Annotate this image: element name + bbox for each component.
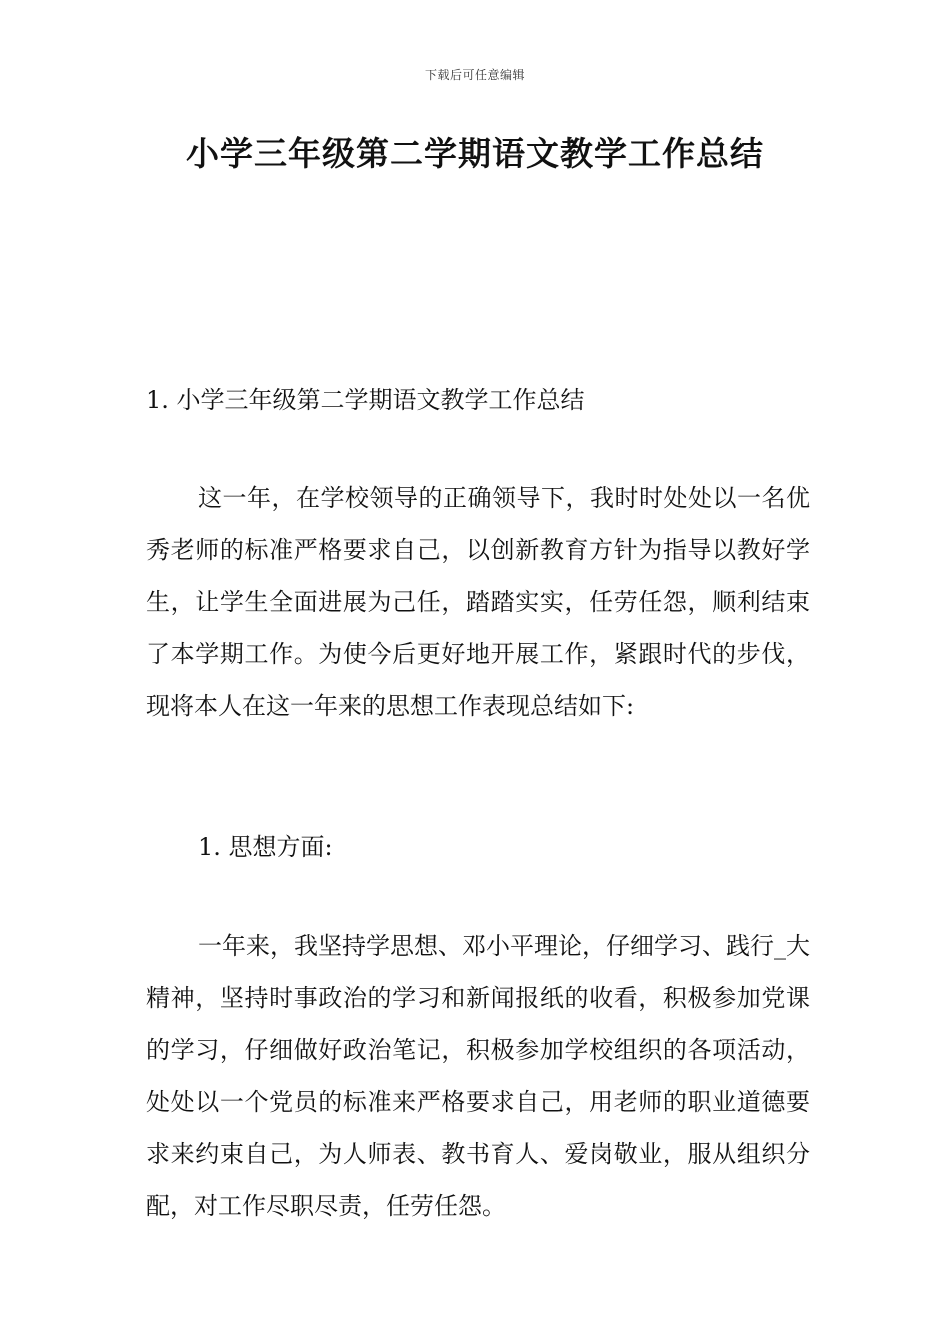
paragraph-thought: 一年来，我坚持学思想、邓小平理论，仔细学习、践行_大精神，坚持时事政治的学习和新闻报纸的收看，积极参加党课的学习，仔细做好政治笔记，积极参加学校组织的各项活动，处处以一个党员的标准来严格要求自己，用老师的职业道德要求来约束自己，为人师表、教书育人、爱岗敬业，服从组织分配，对工作尽职尽责，任劳任怨。 [146, 932, 810, 1220]
section-heading: 1. 小学三年级第二学期语文教学工作总结 [146, 386, 585, 414]
paragraph-intro: 这一年，在学校领导的正确领导下，我时时处处以一名优秀老师的标准严格要求自己，以创新教育方针为指导以教好学生，让学生全面进展为己任，踏踏实实，任劳任怨，顺利结束了本学期工作。为使今后更好地开展工作，紧跟时代的步伐，现将本人在这一年来的思想工作表现总结如下: [146, 484, 810, 720]
subheading-thought: 1. 思想方面: [198, 833, 333, 861]
document-title: 小学三年级第二学期语文教学工作总结 [186, 134, 764, 173]
header-note: 下载后可任意编辑 [424, 68, 525, 82]
